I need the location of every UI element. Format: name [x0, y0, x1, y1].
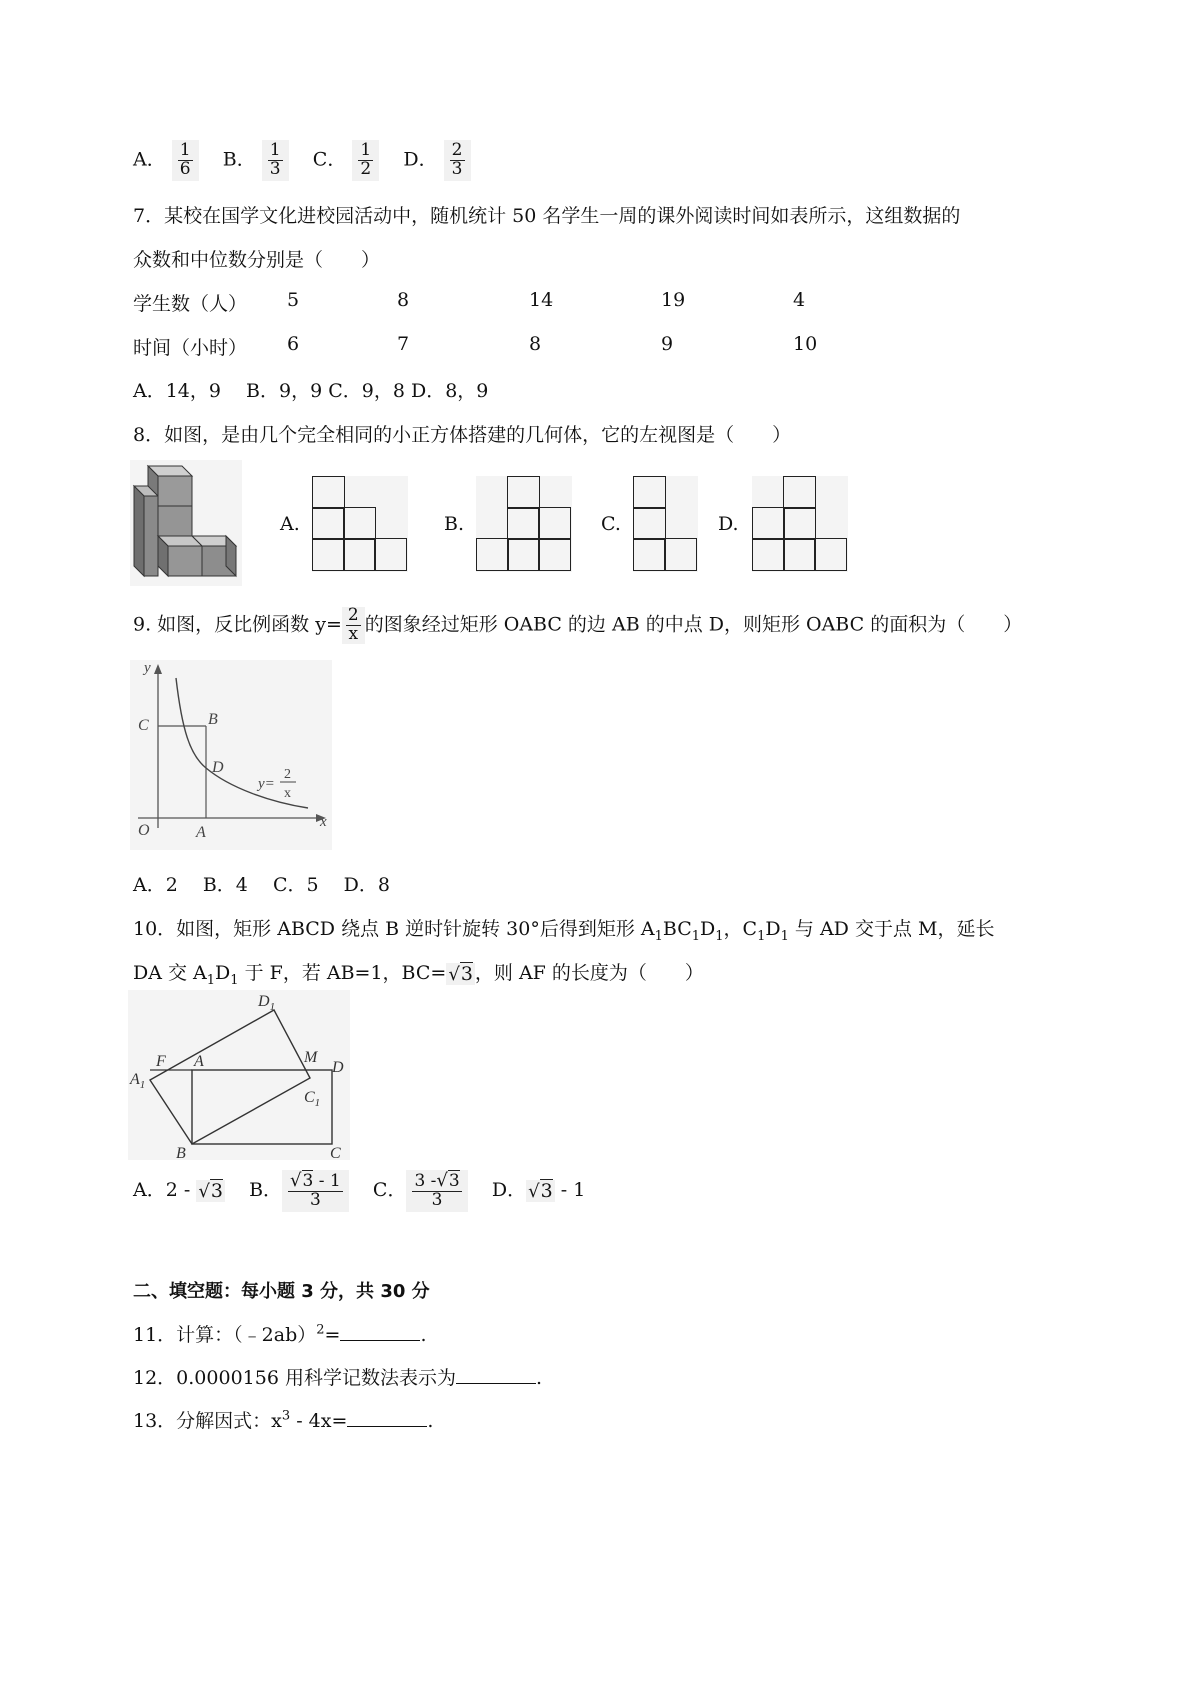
q10-line1: 10．如图，矩形 ABCD 绕点 B 逆时针旋转 30°后得到矩形 $A_1BC_1D_1$，$C_1D_1$ 与 AD 交于点 M，延长	[133, 918, 995, 944]
q7-line1: 7．某校在国学文化进校园活动中，随机统计 50 名学生一周的课外阅读时间如表所示，这组数据的	[133, 205, 961, 227]
q9-fraction: $\frac{2}{x}$	[347, 605, 359, 644]
q9-question	[133, 607, 1022, 644]
q7-cell: 10	[793, 333, 818, 355]
q11: 11．计算：（﹣2ab）$^2$= .	[133, 1322, 427, 1346]
q10-option-b: B． $\frac{√3 - 1}{3}$	[249, 1179, 349, 1201]
q10-option-d: D． √3 - 1	[491, 1178, 586, 1202]
q10-rectangle-figure	[128, 990, 350, 1160]
q6-option-c-frac: $\frac{1}{2}$	[360, 140, 372, 179]
q9-text-pre: 9. 如图，反比例函数 y=	[133, 613, 342, 636]
q9-hyperbola-figure	[130, 660, 332, 850]
q10-point-d: D	[332, 1059, 344, 1076]
q7-options: A．14，9 B．9，9 C．9，8 D．8，9	[133, 380, 489, 402]
q9-axis-x-label: x	[320, 814, 327, 830]
q7-cell: 8	[397, 289, 410, 311]
q8-option-c-label: C.	[601, 513, 621, 535]
q12: 12．0.0000156 用科学记数法表示为 .	[133, 1367, 543, 1389]
q12-answer-blank[interactable]	[456, 1382, 536, 1384]
q8-option-d-label: D.	[718, 513, 739, 535]
q7-row1-label: 学生数（人）	[133, 293, 248, 315]
q10-option-c: C． $\frac{3 -√3}{3}$	[373, 1179, 468, 1201]
q8-option-b-figure	[476, 476, 572, 572]
q7-cell: 19	[661, 289, 686, 311]
q10-point-d1: $D_1$	[258, 993, 276, 1013]
q6-option-a-label: A．	[133, 148, 166, 171]
q9-fn-label: y=	[258, 776, 275, 792]
q13-answer-blank[interactable]	[347, 1425, 427, 1427]
q7-cell: 7	[397, 333, 410, 355]
q6-option-b-label: B．	[222, 148, 256, 171]
q7-cell: 5	[287, 289, 300, 311]
q9-point-o: O	[138, 822, 150, 839]
q10-point-b: B	[176, 1145, 186, 1160]
q9-point-c: C	[138, 717, 149, 734]
q10-line2: DA 交 $A_1D_1$ 于 F，若 AB=1，BC= √3 ，则 AF 的长度为（ ）	[133, 962, 704, 988]
q6-option-b-frac: $\frac{1}{3}$	[269, 140, 281, 179]
q10-point-m: M	[304, 1049, 318, 1066]
q10-point-a: A	[194, 1053, 204, 1070]
q10-options	[133, 1170, 585, 1212]
q10-point-a1: $A_1$	[130, 1071, 146, 1091]
q10-point-c1: $C_1$	[304, 1089, 321, 1109]
q9-point-a: A	[196, 824, 206, 841]
q8-option-d-figure	[752, 476, 848, 572]
q8-option-c-figure	[633, 476, 698, 572]
q10-point-c: C	[330, 1145, 341, 1160]
q7-cell: 6	[287, 333, 300, 355]
q7-cell: 8	[529, 333, 542, 355]
q8-option-a-label: A.	[280, 513, 300, 535]
q6-option-c-label: C．	[312, 148, 347, 171]
q7-cell: 14	[529, 289, 554, 311]
q7-cell: 9	[661, 333, 674, 355]
q6-options	[133, 140, 471, 181]
q13: 13．分解因式：$x^3 - 4x=$ .	[133, 1408, 434, 1432]
q10-point-f: F	[156, 1053, 166, 1070]
q8-question: 8．如图，是由几个完全相同的小正方体搭建的几何体，它的左视图是（ ）	[133, 424, 792, 446]
q7-cell: 4	[793, 289, 806, 311]
q6-option-d-frac: $\frac{2}{3}$	[451, 140, 463, 179]
q8-option-a-figure	[312, 476, 408, 572]
q6-option-a-frac: $\frac{1}{6}$	[179, 140, 191, 179]
q9-axis-y-label: y	[144, 660, 151, 676]
q6-option-d-label: D．	[403, 148, 438, 171]
q10-option-a: A．2 - √3	[133, 1178, 223, 1202]
q9-options: A．2 B．4 C．5 D．8	[133, 874, 390, 896]
q9-fn-den: x	[284, 786, 291, 801]
q9-text-post: 的图象经过矩形 OABC 的边 AB 的中点 D，则矩形 OABC 的面积为（ ）	[364, 613, 1023, 636]
q7-row2-label: 时间（小时）	[133, 337, 248, 359]
q9-fn-num: 2	[284, 767, 291, 782]
q11-answer-blank[interactable]	[340, 1339, 420, 1341]
q7-line2: 众数和中位数分别是（ ）	[133, 249, 381, 271]
q9-point-b: B	[208, 711, 218, 728]
cube-stack-figure	[130, 460, 242, 586]
q9-point-d: D	[212, 759, 224, 776]
q10-sqrt-value: 3	[460, 963, 473, 985]
section-2-heading: 二、填空题：每小题 3 分，共 30 分	[133, 1281, 430, 1302]
q8-option-b-label: B.	[444, 513, 465, 535]
